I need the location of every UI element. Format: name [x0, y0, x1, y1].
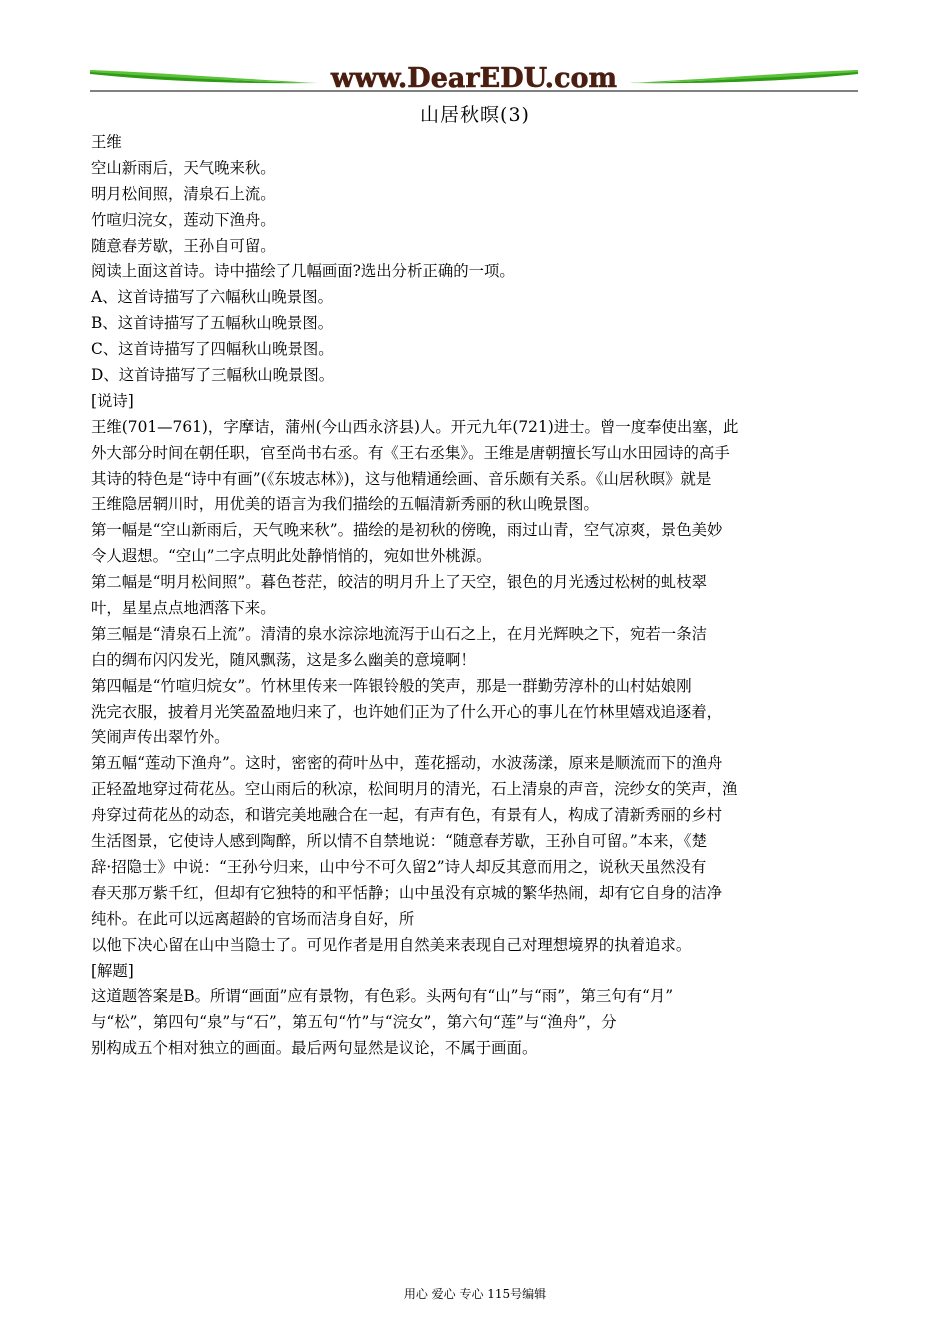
text-line: 辞·招隐士》中说：“王孙兮归来，山中兮不可久留2”诗人却反其意而用之，说秋天虽然没有 [91, 857, 707, 876]
page-title: 山居秋暝(3) [420, 104, 530, 126]
text-line: 舟穿过荷花丛的动态，和谐完美地融合在一起，有声有色，有景有人，构成了清新秀丽的乡村 [91, 806, 723, 825]
document-body [91, 130, 863, 1062]
text-line: 与“松”，第四句“泉”与“石”，第五句“竹”与“浣女”，第六句“莲”与“渔舟”，分 [91, 1013, 617, 1032]
text-line: 外大部分时间在朝任职，官至尚书右丞。有《王右丞集》。王维是唐朝擅长写山水田园诗的高手 [91, 443, 730, 462]
text-line: 第五幅“莲动下渔舟”。这时，密密的荷叶丛中，莲花摇动，水波荡漾，原来是顺流而下的渔舟 [91, 754, 723, 773]
text-line: B、这首诗描写了五幅秋山晚景图。 [91, 314, 334, 333]
text-line: 以他下决心留在山中当隐士了。可见作者是用自然美来表现自己对理想境界的执着追求。 [91, 935, 692, 954]
text-line: 第四幅是“竹喧归烷女”。竹林里传来一阵银铃般的笑声，那是一群勤劳淳朴的山村姑娘刚 [91, 676, 692, 695]
text-line: 王维隐居辋川时，用优美的语言为我们描绘的五幅清新秀丽的秋山晚景图。 [91, 495, 599, 514]
text-line: 王维(701—761)，字摩诘，蒲州(今山西永济县)人。开元九年(721)进士。曾一度奉使出塞，此 [91, 417, 739, 436]
text-line: 这道题答案是B。所谓“画面”应有景物，有色彩。头两句有“山”与“雨”，第三句有“月” [91, 987, 674, 1006]
text-line: 竹喧归浣女，莲动下渔舟。 [91, 210, 276, 229]
footer-note: 用心 爱心 专心 115号编辑 [403, 1287, 547, 1301]
text-line: 叶，星星点点地洒落下来。 [91, 599, 276, 618]
text-line: 王维 [91, 133, 122, 151]
text-line: 第二幅是“明月松间照”。暮色苍茫，皎洁的明月升上了天空，银色的月光透过松树的虬枝翠 [91, 573, 707, 592]
text-line: 洗完衣服，披着月光笑盈盈地归来了，也许她们正为了什么开心的事儿在竹林里嬉戏追逐着， [91, 702, 723, 721]
text-line: 阅读上面这首诗。诗中描绘了几幅画面?选出分析正确的一项。 [91, 262, 515, 281]
text-line: 白的绸布闪闪发光，随风飘荡，这是多么幽美的意境啊！ [91, 650, 476, 669]
text-line: 别构成五个相对独立的画面。最后两句显然是议论，不属于画面。 [91, 1039, 538, 1058]
site-banner [88, 60, 860, 100]
text-line: 令人遐想。“空山”二字点明此处静悄悄的，宛如世外桃源。 [91, 547, 492, 566]
text-line: [说诗] [91, 391, 134, 410]
text-line: C、这首诗描写了四幅秋山晚景图。 [91, 340, 334, 359]
text-line: 笑闹声传出翠竹外。 [91, 728, 230, 747]
text-line: 其诗的特色是“诗中有画”(《东坡志林》)，这与他精通绘画、音乐颇有关系。《山居秋暝》就是 [91, 469, 712, 488]
banner-graphic [88, 60, 860, 100]
text-line: 明月松间照，清泉石上流。 [91, 184, 276, 203]
text-line: 生活图景，它使诗人感到陶醉，所以情不自禁地说：“随意春芳歇，王孙自可留。”本来，《楚 [91, 832, 707, 851]
text-line: 纯朴。在此可以远离超龄的官场而洁身自好，所 [91, 909, 415, 928]
text-line: 随意春芳歇，王孙自可留。 [91, 236, 276, 255]
text-line: 第三幅是“清泉石上流”。清清的泉水淙淙地流泻于山石之上，在月光辉映之下，宛若一条洁 [91, 624, 707, 643]
text-line: 空山新雨后，天气晚来秋。 [91, 158, 276, 177]
text-line: 春天那万紫千红，但却有它独特的和平恬静；山中虽没有京城的繁华热闹，却有它自身的洁净 [91, 883, 723, 902]
text-line: 第一幅是“空山新雨后，天气晚来秋”。描绘的是初秋的傍晚，雨过山青，空气凉爽，景色美妙 [91, 521, 723, 540]
site-name: www.DearEDU.com [330, 63, 618, 94]
text-line: [解题] [91, 961, 134, 980]
text-line: 正轻盈地穿过荷花丛。空山雨后的秋凉，松间明月的清光，石上清泉的声音，浣纱女的笑声，渔 [91, 780, 738, 799]
text-line: D、这首诗描写了三幅秋山晚景图。 [91, 366, 335, 385]
text-line: A、这首诗描写了六幅秋山晚景图。 [91, 288, 333, 307]
